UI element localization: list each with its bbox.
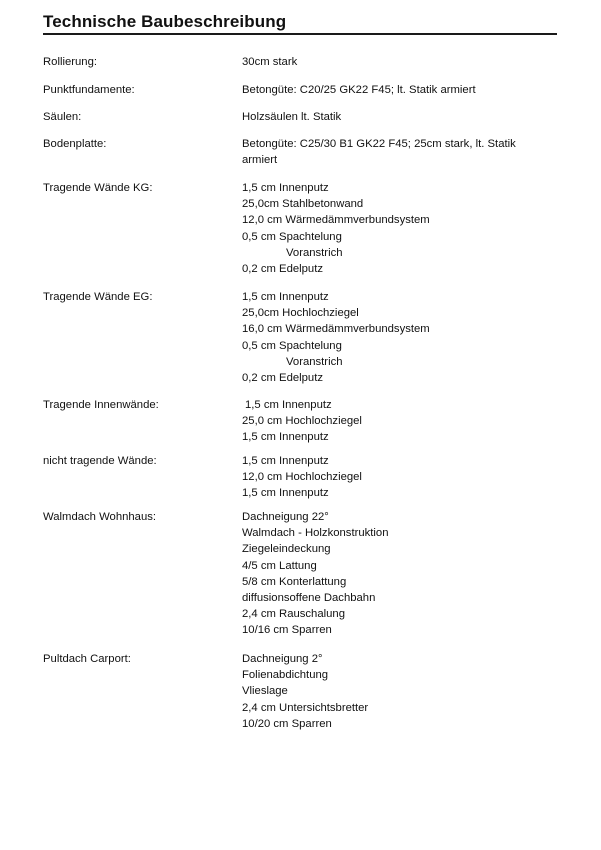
section-values: [242, 180, 562, 277]
value-line: Betongüte: C20/25 GK22 F45; lt. Statik armiert: [242, 84, 476, 96]
title-underline: [43, 33, 557, 35]
value-line: 0,5 cm Spachtelung: [242, 230, 342, 243]
value-line: Dachneigung 2°: [242, 653, 323, 665]
section-label: Tragende Wände EG:: [43, 291, 153, 303]
value-line: Walmdach - Holzkonstruktion: [242, 527, 389, 540]
value-line: 1,5 cm Innenputz: [242, 182, 329, 194]
section-label: Tragende Wände KG:: [43, 182, 153, 194]
value-line: 30cm stark: [242, 56, 298, 68]
section-values: [242, 136, 547, 168]
value-line: 1,5 cm Innenputz: [242, 431, 329, 444]
section-values: [242, 509, 562, 639]
section-label: Rollierung:: [43, 56, 98, 68]
value-line: 1,5 cm Innenputz: [242, 291, 329, 303]
value-line: Dachneigung 22°: [242, 511, 329, 523]
section-values: [242, 109, 562, 125]
section-values: [242, 651, 562, 732]
value-line: 25,0cm Hochlochziegel: [242, 307, 359, 320]
value-line: Holzsäulen lt. Statik: [242, 111, 342, 123]
section-label: Walmdach Wohnhaus:: [43, 511, 157, 523]
value-line: Voranstrich: [286, 355, 343, 368]
value-line: 25,0 cm Hochlochziegel: [242, 415, 362, 428]
value-line: 2,4 cm Untersichtsbretter: [242, 701, 369, 714]
value-line: 25,0cm Stahlbetonwand: [242, 198, 364, 211]
section-values: [242, 397, 562, 446]
document-title: Technische Baubeschreibung: [43, 12, 287, 31]
value-line: Folienabdichtung: [242, 669, 329, 682]
section-label: nicht tragende Wände:: [43, 455, 157, 467]
value-line: 2,4 cm Rauschalung: [242, 608, 345, 621]
value-line: 1,5 cm Innenputz: [242, 455, 329, 467]
value-line: diffusionsoffene Dachbahn: [242, 592, 376, 605]
value-line: 16,0 cm Wärmedämmverbundsystem: [242, 323, 430, 336]
value-line: 5/8 cm Konterlattung: [242, 575, 347, 588]
section-values: [242, 289, 562, 386]
section-values: [242, 453, 562, 502]
section-label: Punktfundamente:: [43, 84, 135, 96]
section-label: Pultdach Carport:: [43, 653, 131, 665]
value-line: 1,5 cm Innenputz: [245, 399, 332, 411]
value-line: 0,5 cm Spachtelung: [242, 339, 342, 352]
section-label: Tragende Innenwände:: [43, 399, 159, 411]
section-label: Säulen:: [43, 111, 82, 123]
value-line: 0,2 cm Edelputz: [242, 263, 324, 276]
value-line: 10/20 cm Sparren: [242, 717, 332, 730]
value-line: Vlieslage: [242, 685, 288, 698]
section-values: [242, 54, 562, 70]
value-line: Betongüte: C25/30 B1 GK22 F45; 25cm stark, lt. Statik armiert: [242, 138, 516, 167]
value-line: Voranstrich: [286, 246, 343, 259]
value-line: 0,2 cm Edelputz: [242, 372, 324, 385]
value-line: 12,0 cm Hochlochziegel: [242, 471, 362, 484]
value-line: 4/5 cm Lattung: [242, 559, 317, 572]
section-label: Bodenplatte:: [43, 138, 107, 150]
value-line: 10/16 cm Sparren: [242, 624, 332, 637]
section-values: [242, 82, 562, 98]
value-line: Ziegeleindeckung: [242, 543, 331, 556]
value-line: 1,5 cm Innenputz: [242, 487, 329, 500]
value-line: 12,0 cm Wärmedämmverbundsystem: [242, 214, 430, 227]
